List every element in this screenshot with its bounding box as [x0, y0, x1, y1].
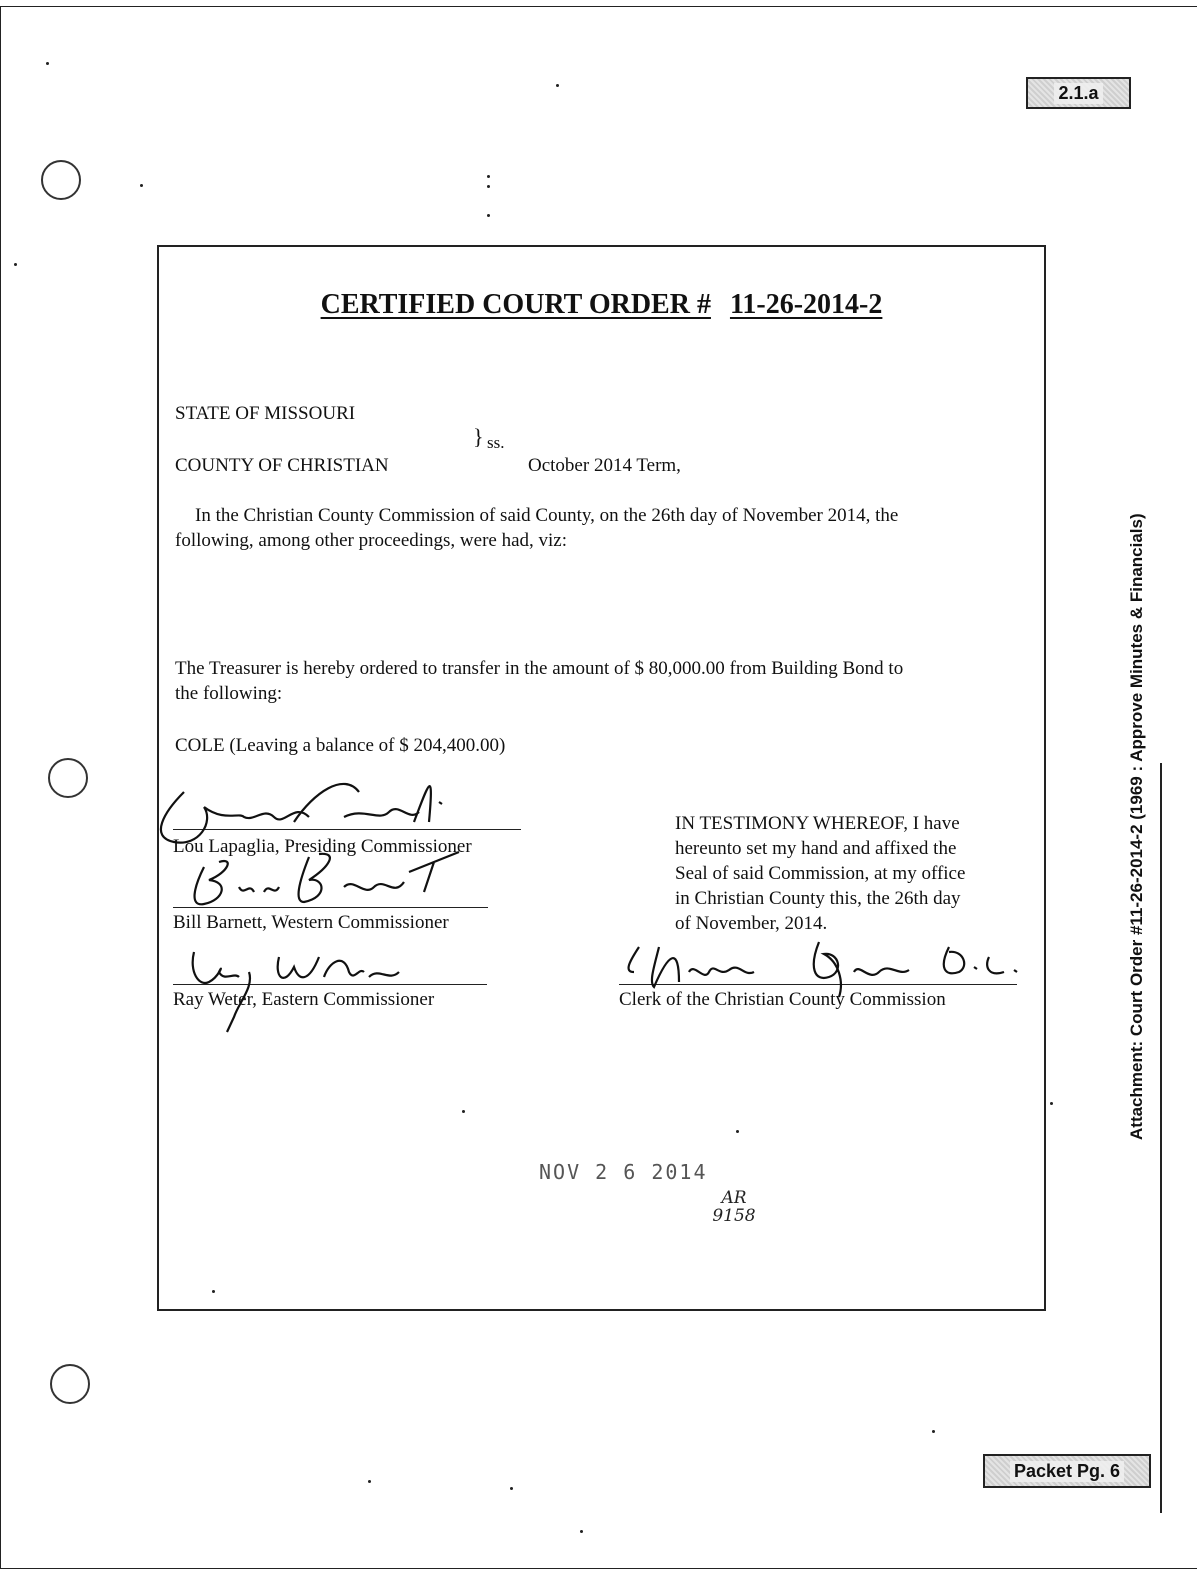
intro-line-1: In the Christian County Commission of said County, on the 26th day of November 2014, the [195, 505, 899, 526]
testimony-line-1: IN TESTIMONY WHEREOF, I have [675, 813, 960, 834]
scan-speck [212, 1290, 215, 1293]
signature-bill-barnett [179, 842, 479, 922]
punch-hole-middle [48, 758, 88, 798]
scan-speck [932, 1430, 935, 1433]
agenda-item-tag-text: 2.1.a [1054, 83, 1102, 104]
scan-speck [736, 1130, 739, 1133]
ss-label: ss. [487, 433, 505, 452]
ss-brace: } [473, 424, 484, 449]
attachment-caption: Attachment: Court Order #11-26-2014-2 (1969 : Approve Minutes & Financials) [1127, 513, 1146, 1140]
scan-speck [487, 175, 490, 178]
agenda-item-tag [1026, 77, 1131, 109]
scan-speck [487, 185, 490, 188]
handwritten-note-line-2: 9158 [712, 1206, 756, 1226]
scan-speck [462, 1110, 465, 1113]
scan-speck [556, 84, 559, 87]
scan-speck [510, 1487, 513, 1490]
scan-speck [368, 1480, 371, 1483]
scan-speck [14, 263, 17, 266]
order-title [159, 289, 1044, 321]
packet-page-tag [983, 1454, 1151, 1488]
scan-speck [140, 184, 143, 187]
testimony-line-5: of November, 2014. [675, 913, 828, 934]
transfer-line-1: The Treasurer is hereby ordered to transfer in the amount of $ 80,000.00 from Building Bond to [175, 658, 904, 679]
order-number: 11-26-2014-2 [729, 289, 883, 320]
punch-hole-top [41, 160, 81, 200]
clerk-caption: Clerk of the Christian County Commission [619, 989, 946, 1010]
signatory-caption-2: Bill Barnett, Western Commissioner [173, 912, 449, 933]
scan-speck [580, 1530, 583, 1533]
punch-hole-bottom [50, 1364, 90, 1404]
testimony-line-4: in Christian County this, the 26th day [675, 888, 961, 909]
transfer-line-2: the following: [175, 683, 283, 704]
state-line: STATE OF MISSOURI [175, 403, 356, 424]
handwritten-note-line-1: AR [721, 1188, 747, 1208]
scan-speck [1050, 1102, 1053, 1105]
order-title-prefix: CERTIFIED COURT ORDER # [320, 289, 711, 320]
received-date-stamp: NOV 2 6 2014 [539, 1160, 708, 1184]
right-margin-rule [1160, 763, 1162, 1513]
packet-page-tag-text: Packet Pg. 6 [1010, 1461, 1124, 1482]
scan-speck [46, 62, 49, 65]
signature-ray-weter [179, 927, 459, 1037]
signatory-caption-3: Ray Weter, Eastern Commissioner [173, 989, 435, 1010]
testimony-line-2: hereunto set my hand and affixed the [675, 838, 957, 859]
intro-line-2: following, among other proceedings, were had, viz: [175, 530, 568, 551]
testimony-line-3: Seal of said Commission, at my office [675, 863, 966, 884]
scan-speck [487, 214, 490, 217]
court-order-box [157, 245, 1046, 1311]
balance-line: COLE (Leaving a balance of $ 204,400.00) [175, 735, 506, 756]
term-line: October 2014 Term, [528, 455, 681, 476]
signatory-caption-1: Lou Lapaglia, Presiding Commissioner [173, 836, 472, 857]
handwritten-note [704, 1189, 764, 1225]
county-line: COUNTY OF CHRISTIAN [175, 455, 389, 476]
